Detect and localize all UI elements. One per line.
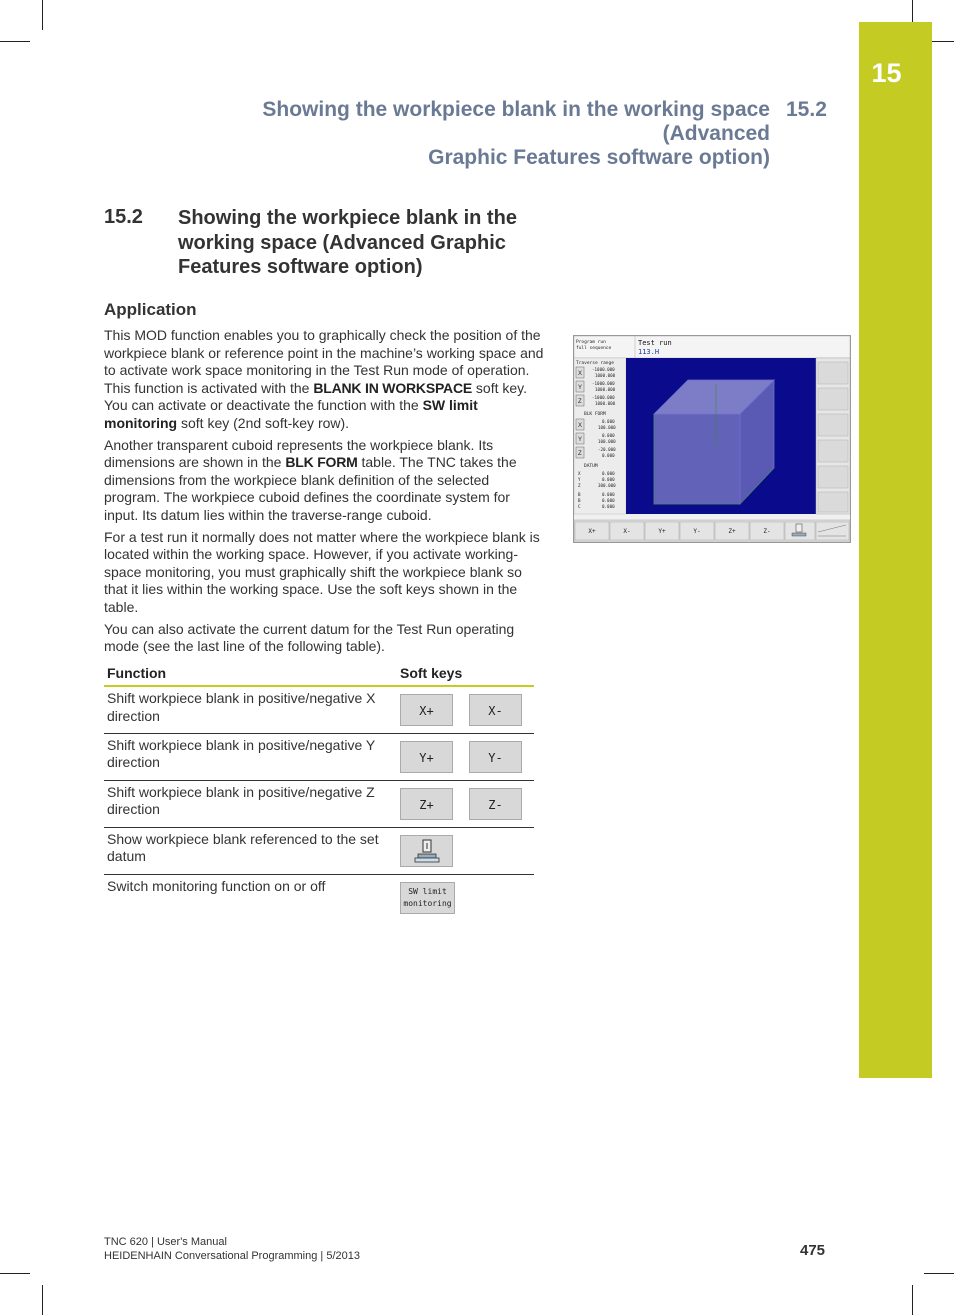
softkey-name: SW limit monitoring [104,397,478,431]
softkey-x-plus: X+ [400,694,453,726]
softkey-z-plus: Z+ [400,788,453,820]
softkey-cell [397,874,534,921]
screen-file: 113.H [638,348,660,356]
crop-mark [924,1273,954,1274]
table-row [104,827,534,874]
axis-value: 0.000 [602,453,615,458]
running-header-line2: Graphic Features software option) [428,146,770,169]
traverse-cuboid [654,380,774,504]
axis-value: 0.000 [602,419,615,424]
traverse-rows [576,367,616,406]
softkey-name: BLANK IN WORKSPACE [313,379,473,396]
softkey-label: Z+ [728,528,736,535]
softkey-label: SW limit [408,886,447,896]
chapter-number: 15 [871,58,902,88]
traverse-label: Traverse range [576,361,614,366]
paragraph: You can also activate the current datum for the Test Run operating mode (see the last line of the following table). [104,620,515,655]
text-run: Another transparent cuboid represents the workpiece blank. Its dimensions are shown in the [104,436,494,471]
function-cell: Shift workpiece blank in positive/negative X direction [104,686,397,733]
subheading: Application [104,300,197,319]
softkey-cell [397,686,534,733]
running-header-line1: Showing the workpiece blank in the working space (Advanced [262,98,770,145]
axis-value: 0.000 [602,492,615,497]
function-cell: Switch monitoring function on or off [107,877,326,894]
function-cell: Show workpiece blank referenced to the set datum [104,827,397,874]
softkey-label: Z- [763,528,771,535]
axis-value: 300.000 [598,483,616,488]
softkey-y-plus: Y+ [400,741,453,773]
running-header-section: 15.2 [786,98,827,121]
screen-title: Test run [638,339,672,347]
footer-line1: TNC 620 | User's Manual [104,1236,227,1248]
section-number: 15.2 [104,206,143,228]
axis-value: 1000.000 [595,401,616,406]
text-run: soft key. You can activate or deactivate the function with the [104,379,528,414]
softkey-cell [397,780,534,827]
screen-mode2: full sequence [576,346,612,351]
axis-label: C [578,504,581,509]
axis-label: Z [578,399,582,405]
blk-label: BLK FORM [584,412,606,417]
softkey-datum-icon [400,835,453,867]
keyword: BLK FORM [285,454,358,471]
axis-label: Y [578,437,583,443]
axis-label: X [578,371,583,377]
axis-value: 1000.000 [595,373,616,378]
running-header-title [160,98,770,170]
softkey-y-minus: Y- [469,741,522,773]
softkey-label: Y+ [658,528,666,535]
axis-value: 100.000 [598,425,616,430]
softkey-x-minus: X- [469,694,522,726]
axis-label: Y [578,477,581,482]
axis-value: 0.000 [602,504,615,509]
bottom-softkeys [575,522,849,540]
softkey-cell [397,733,534,780]
axis-label: Y [578,385,583,391]
paragraph [104,327,544,433]
function-cell: Shift workpiece blank in positive/negative Y direction [104,733,397,780]
tnc-screenshot [573,335,851,543]
crop-mark [42,0,43,30]
axis-label: X [578,423,583,429]
crop-mark [42,1285,43,1315]
footer-line2: HEIDENHAIN Conversational Programming | 5/2013 [104,1250,360,1262]
table-row [104,733,534,780]
function-table [104,662,534,921]
table-header: Soft keys [397,662,534,686]
softkey-cell [397,827,534,874]
axis-value: 1000.000 [595,387,616,392]
text-run: soft key (2nd soft-key row). [177,414,350,431]
axis-value: 100.000 [598,439,616,444]
table-header: Function [104,662,397,686]
softkey-sw-limit-monitoring [400,882,455,914]
crop-mark [912,1285,913,1315]
axis-label: B [578,492,581,497]
footer [104,1235,360,1263]
axis-label: Z [578,483,581,488]
axis-value: 0.000 [602,477,615,482]
table-row [104,780,534,827]
axis-label: B [578,498,581,503]
axis-value: -1000.000 [592,381,615,386]
axis-value: 0.000 [602,498,615,503]
text-run: table. The TNC takes the dimensions from the workpiece blank definition of the selected program. The workpiece cuboid defines the coordinate system for input. Its datum lies within the traverse-range cuboid. [104,454,517,523]
section-title: Showing the workpiece blank in the working space (Advanced Graphic Features software option) [178,207,517,278]
paragraph: For a test run it normally does not matter where the workpiece blank is located within the working space. However, if you activate working-space monitoring, you must graphically shift the workpiece blank so that it lies within the working space. Use the soft keys shown in the table. [104,528,540,615]
table-row [104,686,534,733]
axis-label: Z [578,451,582,457]
screen-mode1: Program run [576,340,606,345]
softkey-label: X+ [588,528,596,535]
axis-value: 0.000 [602,433,615,438]
softkey-label: monitoring [403,898,452,908]
page-number: 475 [800,1242,826,1259]
body-text [104,327,544,660]
softkey-label: Y- [693,528,701,535]
softkey-z-minus: Z- [469,788,522,820]
axis-value: -1000.000 [592,395,615,400]
function-cell: Shift workpiece blank in positive/negative Z direction [104,780,397,827]
axis-value: -20.000 [598,447,616,452]
workpiece-datum-icon [401,836,452,866]
text-run: This MOD function enables you to graphically check the position of the workpiece blank or reference point in the machine’s working space and to activate work space monitoring in the Test Run mode of operation. This function is activated with the [104,327,544,396]
tnc-screen-graphic [574,336,850,542]
axis-value: 0.000 [602,471,615,476]
table-row [104,874,534,921]
crop-mark [0,1273,30,1274]
chapter-tab [859,22,932,1078]
axis-label: X [578,471,581,476]
crop-mark [0,41,30,42]
paragraph [104,437,544,525]
axis-value: -1000.000 [592,367,615,372]
softkey-label: X- [623,528,631,535]
datum-label: DATUM [584,464,598,469]
